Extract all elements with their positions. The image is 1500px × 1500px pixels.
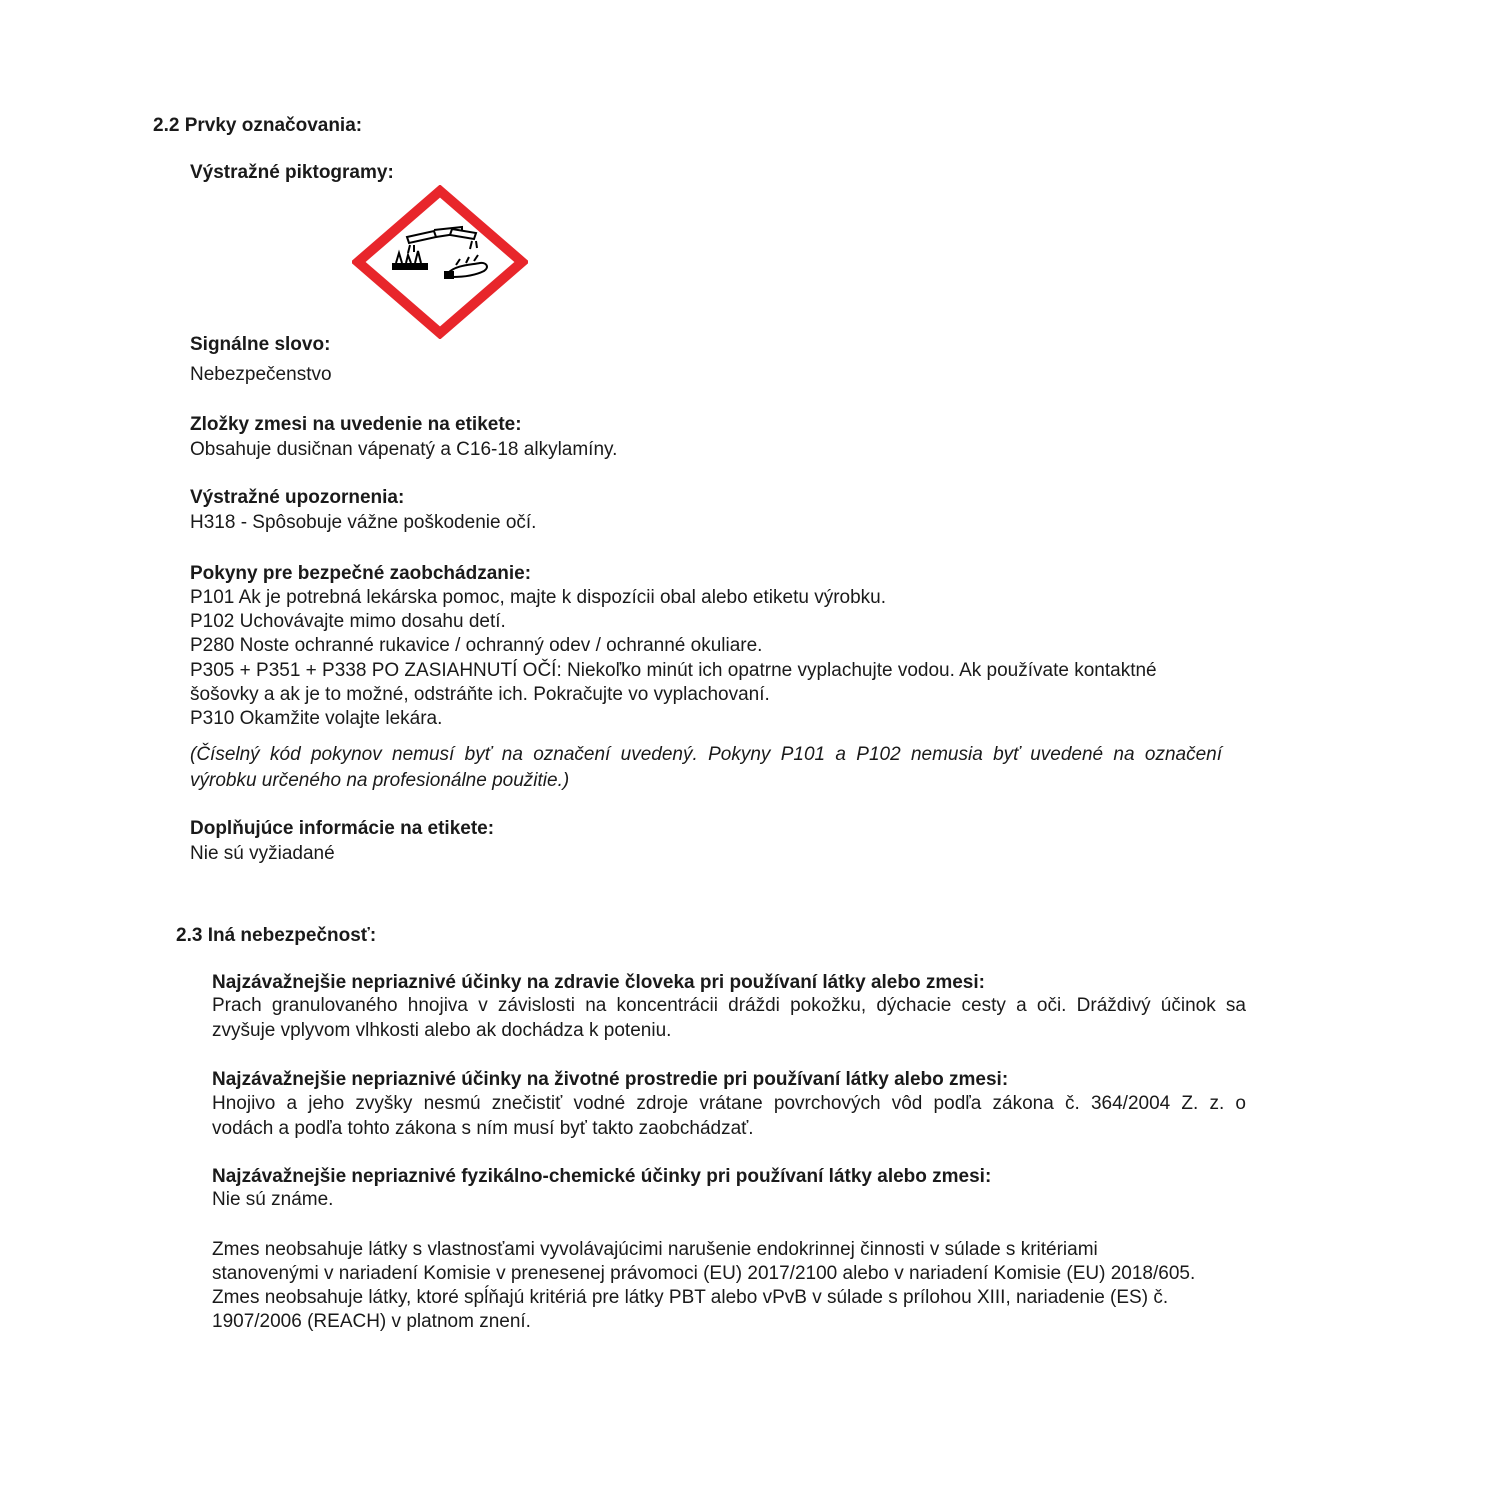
final-note-line: Zmes neobsahuje látky, ktoré spĺňajú kritériá pre látky PBT alebo vPvB v súlade s prílohou XIII, nariadenie (ES) č. — [212, 1287, 1169, 1308]
supplementary-label: Doplňujúce informácie na etikete: — [190, 818, 495, 839]
hazard-statement: H318 - Spôsobuje vážne poškodenie očí. — [190, 512, 537, 533]
precaution-line: P280 Noste ochranné rukavice / ochranný odev / ochranné okuliare. — [190, 635, 763, 656]
health-line: zvyšuje vplyvom vlhkosti alebo ak dochádza k poteniu. — [212, 1020, 672, 1041]
note-line: (Číselný kód pokynov nemusí byť na označení uvedený. Pokyny P101 a P102 nemusia byť uvedené na označení — [190, 744, 1222, 765]
precaution-line: P305 + P351 + P338 PO ZASIAHNUTÍ OČÍ: Niekoľko minút ich opatrne vyplachujte vodou. Ak používate kontaktné — [190, 660, 1157, 681]
environment-line: Hnojivo a jeho zvyšky nesmú znečistiť vodné zdroje vrátane povrchových vôd podľa zákona č. 364/2004 Z. z. o — [212, 1093, 1246, 1114]
precaution-line: šošovky a ak je to možné, odstráňte ich. Pokračujte vo vyplachovaní. — [190, 684, 770, 705]
final-note-line: stanovenými v nariadení Komisie v prenesenej právomoci (EU) 2017/2100 alebo v nariadení Komisie (EU) 2018/605. — [212, 1263, 1196, 1284]
components-text: Obsahuje dusičnan vápenatý a C16-18 alkylamíny. — [190, 439, 618, 460]
section-2-3-heading: 2.3 Iná nebezpečnosť: — [176, 925, 377, 946]
section-2-2-heading: 2.2 Prvky označovania: — [153, 115, 363, 136]
physchem-text: Nie sú známe. — [212, 1189, 334, 1210]
signal-word: Nebezpečenstvo — [190, 364, 332, 385]
final-note-line: Zmes neobsahuje látky s vlastnosťami vyvolávajúcimi narušenie endokrinnej činnosti v súlade s kritériami — [212, 1239, 1098, 1260]
note-line: výrobku určeného na profesionálne použitie.) — [190, 770, 570, 791]
precaution-label: Pokyny pre bezpečné zaobchádzanie: — [190, 563, 532, 584]
corrosion-pictogram-icon — [352, 185, 528, 339]
signal-word-label: Signálne slovo: — [190, 334, 331, 355]
environment-label: Najzávažnejšie nepriaznivé účinky na životné prostredie pri používaní látky alebo zmesi: — [212, 1069, 1009, 1090]
supplementary-text: Nie sú vyžiadané — [190, 843, 335, 864]
final-note-line: 1907/2006 (REACH) v platnom znení. — [212, 1311, 531, 1332]
precaution-line: P310 Okamžite volajte lekára. — [190, 708, 443, 729]
physchem-label: Najzávažnejšie nepriaznivé fyzikálno-chemické účinky pri používaní látky alebo zmesi: — [212, 1166, 992, 1187]
components-label: Zložky zmesi na uvedenie na etikete: — [190, 414, 522, 435]
hazard-label: Výstražné upozornenia: — [190, 487, 405, 508]
precaution-line: P101 Ak je potrebná lekárska pomoc, majte k dispozícii obal alebo etiketu výrobku. — [190, 587, 886, 608]
health-line: Prach granulovaného hnojiva v závislosti na koncentrácii dráždi pokožku, dýchacie cesty a oči. Dráždivý účinok sa — [212, 995, 1246, 1016]
precaution-line: P102 Uchovávajte mimo dosahu detí. — [190, 611, 506, 632]
health-label: Najzávažnejšie nepriaznivé účinky na zdravie človeka pri používaní látky alebo zmesi: — [212, 972, 985, 993]
pictograms-label: Výstražné piktogramy: — [190, 162, 394, 183]
environment-line: vodách a podľa tohto zákona s ním musí byť takto zaobchádzať. — [212, 1118, 754, 1139]
